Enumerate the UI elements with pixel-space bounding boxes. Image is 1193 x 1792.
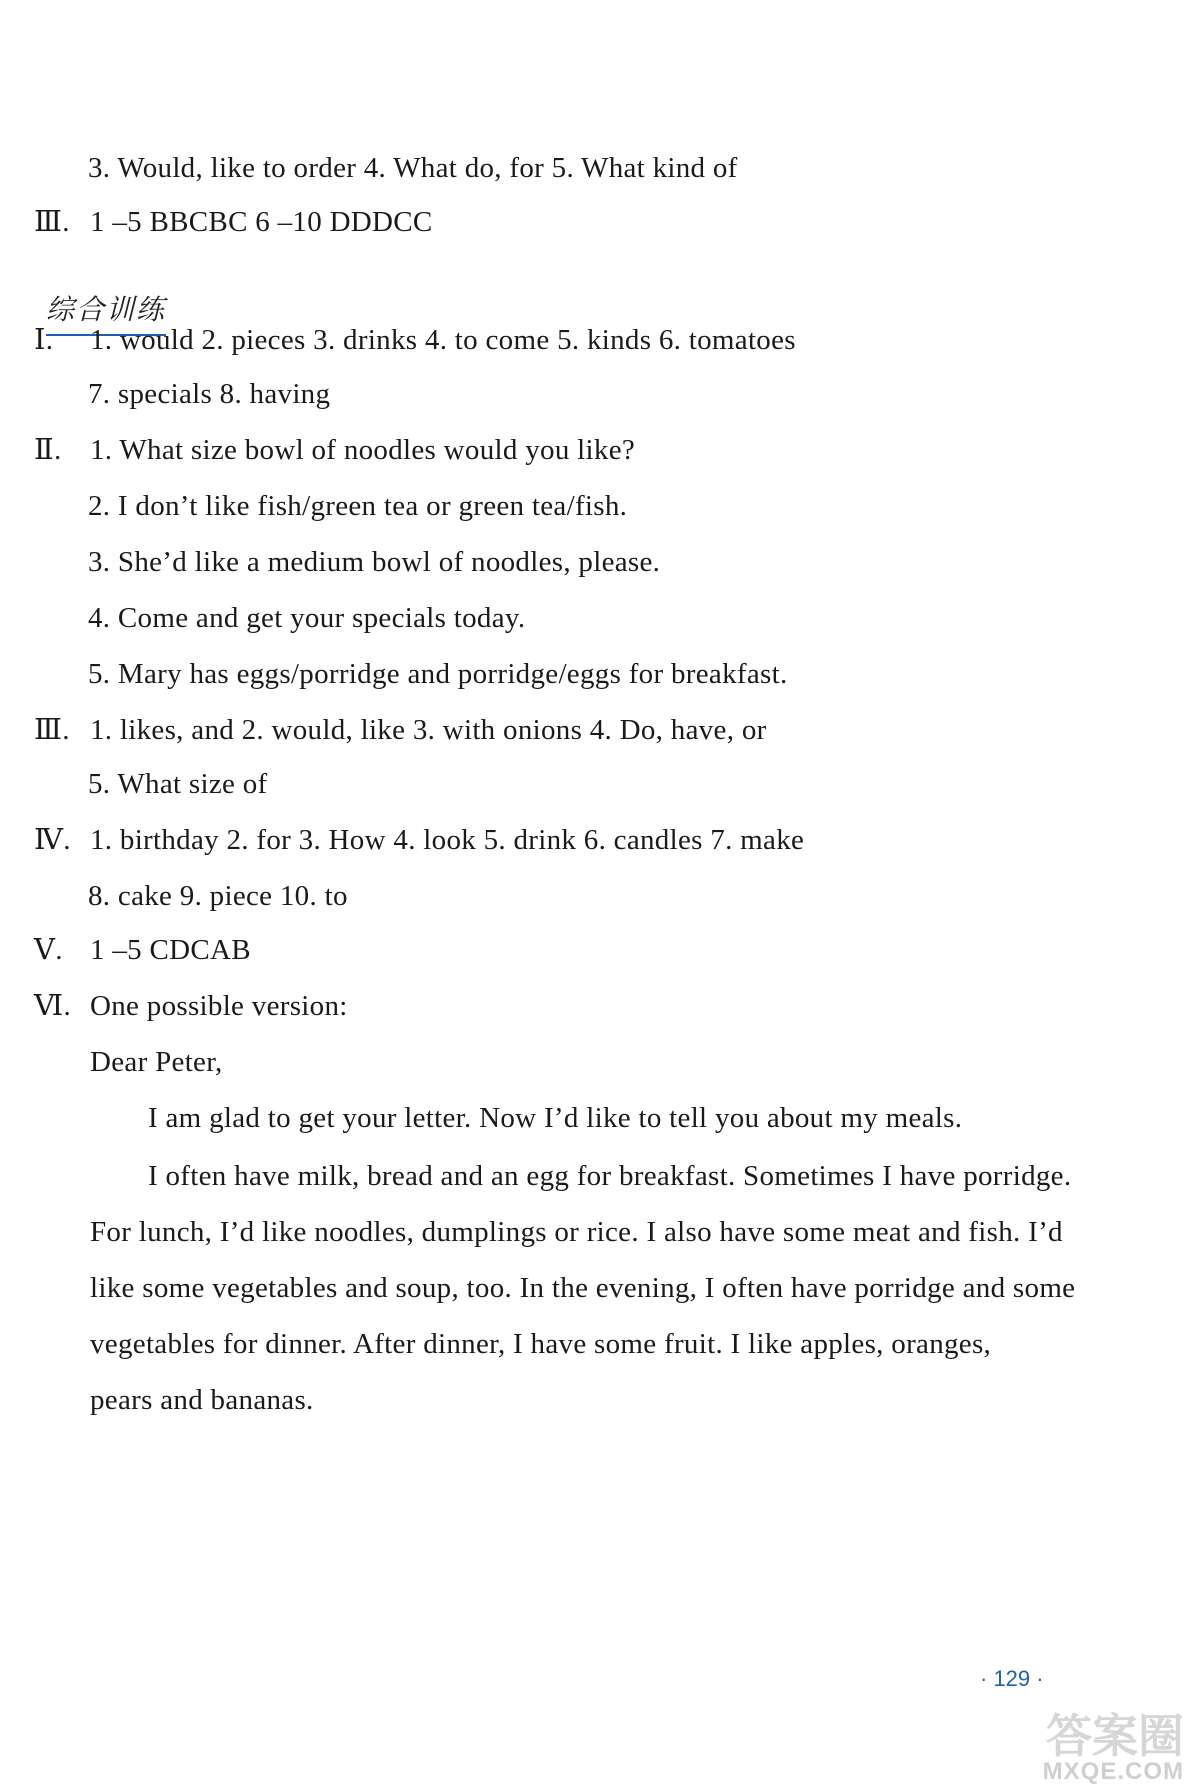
answer-line: 5. Mary has eggs/porridge and porridge/eggs for breakfast. bbox=[88, 658, 788, 690]
letter-paragraph-line: I am glad to get your letter. Now I’d like to tell you about my meals. bbox=[148, 1102, 963, 1134]
answer-line: 7. specials 8. having bbox=[88, 378, 331, 410]
letter-paragraph-line: For lunch, I’d like noodles, dumplings or rice. I also have some meat and fish. I’d bbox=[90, 1216, 1063, 1248]
section-title: 综合训练 bbox=[46, 292, 166, 336]
letter-paragraph-line: vegetables for dinner. After dinner, I have some fruit. I like apples, oranges, bbox=[90, 1328, 992, 1360]
answer-line: 3. She’d like a medium bowl of noodles, please. bbox=[88, 546, 661, 578]
answer-text: 1. would 2. pieces 3. drinks 4. to come 5. kinds 6. tomatoes bbox=[90, 324, 796, 356]
answer-line bbox=[34, 822, 804, 858]
section-roman: Ⅳ. bbox=[34, 824, 71, 856]
answer-text: 1 –5 BBCBC 6 –10 DDDCC bbox=[90, 206, 433, 238]
page-number: · 129 · bbox=[980, 1666, 1044, 1691]
letter-paragraph-line: like some vegetables and soup, too. In the evening, I often have porridge and some bbox=[90, 1272, 1076, 1304]
section-roman: Ⅲ. bbox=[34, 714, 70, 746]
section-roman: Ⅴ. bbox=[34, 934, 63, 966]
answer-line bbox=[34, 932, 251, 968]
watermark-text: MXQE.COM bbox=[1042, 1758, 1184, 1785]
answer-text: 1. birthday 2. for 3. How 4. look 5. drink 6. candles 7. make bbox=[90, 824, 805, 856]
answer-line bbox=[34, 712, 767, 748]
letter-greeting: Dear Peter, bbox=[90, 1046, 223, 1078]
section-roman: Ⅵ. bbox=[34, 990, 72, 1022]
answer-text: 1. What size bowl of noodles would you like? bbox=[90, 434, 636, 466]
answer-line: 8. cake 9. piece 10. to bbox=[88, 880, 348, 912]
answer-line: 3. Would, like to order 4. What do, for 5. What kind of bbox=[88, 152, 738, 184]
letter-paragraph-line: pears and bananas. bbox=[90, 1384, 314, 1416]
answer-line: 4. Come and get your specials today. bbox=[88, 602, 526, 634]
section-roman: Ⅲ. bbox=[34, 206, 70, 238]
answer-text: 1 –5 CDCAB bbox=[90, 934, 251, 966]
answer-line bbox=[34, 432, 635, 468]
answer-text: One possible version: bbox=[90, 990, 348, 1022]
section-roman: Ⅱ. bbox=[34, 434, 62, 466]
answer-line bbox=[34, 988, 348, 1024]
answer-line bbox=[34, 322, 796, 358]
watermark-glyphs: 答案圈 bbox=[1046, 1709, 1184, 1763]
section-roman: Ⅰ. bbox=[34, 324, 54, 356]
answer-text: 1. likes, and 2. would, like 3. with onions 4. Do, have, or bbox=[90, 714, 767, 746]
answer-line: 2. I don’t like fish/green tea or green tea/fish. bbox=[88, 490, 628, 522]
letter-paragraph-line: I often have milk, bread and an egg for breakfast. Sometimes I have porridge. bbox=[148, 1160, 1072, 1192]
answer-line bbox=[34, 204, 433, 240]
answer-line: 5. What size of bbox=[88, 768, 268, 800]
watermark-logo bbox=[1000, 1700, 1190, 1790]
